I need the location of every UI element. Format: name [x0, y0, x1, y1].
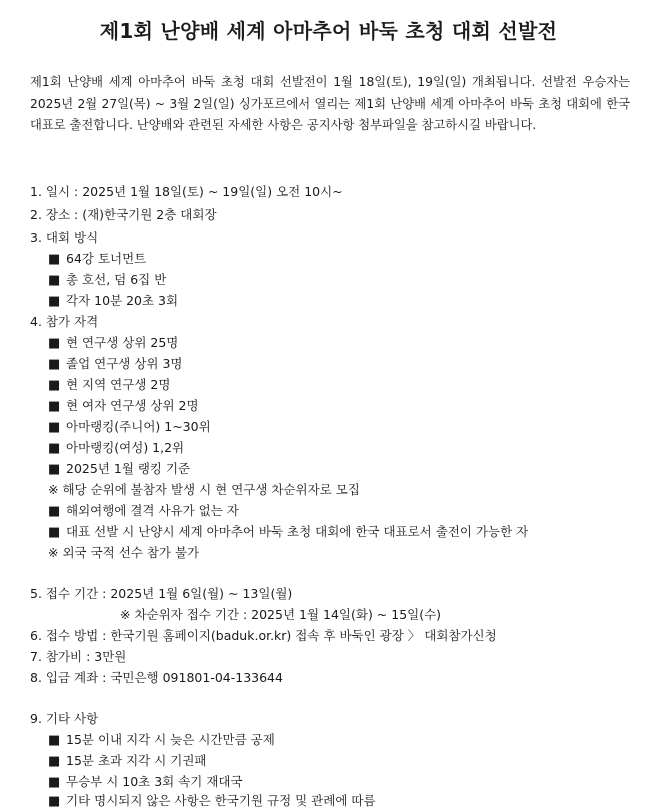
- list-item: ■ 현 연구생 상위 25명: [48, 335, 179, 351]
- bullet-icon: ■: [48, 399, 61, 414]
- list-item: ■ 15분 초과 지각 시 기권패: [48, 753, 207, 769]
- list-item: ■ 현 지역 연구생 2명: [48, 377, 171, 393]
- section-account: 8. 입금 계좌 : 국민은행 091801-04-133644: [30, 670, 283, 685]
- list-item: ■ 아마랭킹(주니어) 1~30위: [48, 419, 211, 435]
- bullet-icon: ■: [48, 273, 61, 288]
- section-registration-period: 5. 접수 기간 : 2025년 1월 6일(월) ~ 13일(월): [30, 586, 293, 601]
- list-item: ■ 아마랭킹(여성) 1,2위: [48, 440, 185, 456]
- list-item: ■ 현 여자 연구생 상위 2명: [48, 398, 199, 414]
- bullet-icon: ■: [48, 252, 61, 267]
- section-venue: 2. 장소 : (재)한국기원 2층 대회장: [30, 207, 217, 222]
- bullet-icon: ■: [48, 378, 61, 393]
- list-item: ■ 64강 토너먼트: [48, 251, 147, 267]
- list-item: ■ 졸업 연구생 상위 3명: [48, 356, 183, 372]
- list-item: ■ 무승부 시 10초 3회 속기 재대국: [48, 774, 243, 790]
- section-fee: 7. 참가비 : 3만원: [30, 649, 127, 664]
- list-item: ■ 15분 이내 지각 시 늦은 시간만큼 공제: [48, 732, 275, 748]
- intro-paragraph: 제1회 난양배 세계 아마추어 바둑 초청 대회 선발전이 1월 18일(토), 19일(일) 개최됩니다. 선발전 우승자는 2025년 2월 27일(목) ~ 3월 2일(일) 싱가포르에서 열리는 제1회 난양배 세계 아마추어 바둑 초청 대회에 한국 대표로 출전합니다. 난양배와 관련된 자세한 사항은 공지사항 첨부파일을 참고하시길 바랍니다.: [30, 75, 630, 132]
- bullet-icon: ■: [48, 420, 61, 435]
- note-text: ※ 해당 순위에 불참자 발생 시 현 연구생 차순위자로 모집: [48, 482, 360, 497]
- bullet-icon: ■: [48, 525, 61, 540]
- bullet-icon: ■: [48, 462, 61, 477]
- section-etc-heading: 9. 기타 사항: [30, 711, 99, 726]
- list-item: ■ 해외여행에 결격 사유가 없는 자: [48, 503, 239, 519]
- bullet-icon: ■: [48, 794, 61, 809]
- note-text: ※ 외국 국적 선수 참가 불가: [48, 545, 200, 560]
- list-item: ■ 2025년 1월 랭킹 기준: [48, 461, 191, 477]
- bullet-icon: ■: [48, 504, 61, 519]
- list-item: ■ 기타 명시되지 않은 사항은 한국기원 규정 및 관례에 따름: [48, 793, 376, 809]
- bullet-icon: ■: [48, 754, 61, 769]
- bullet-icon: ■: [48, 775, 61, 790]
- note-text: ※ 차순위자 접수 기간 : 2025년 1월 14일(화) ~ 15일(수): [120, 607, 442, 622]
- section-format-heading: 3. 대회 방식: [30, 230, 99, 245]
- section-eligibility-heading: 4. 참가 자격: [30, 314, 99, 329]
- list-item: ■ 총 호선, 덤 6집 반: [48, 272, 167, 288]
- bullet-icon: ■: [48, 733, 61, 748]
- bullet-icon: ■: [48, 357, 61, 372]
- section-date: 1. 일시 : 2025년 1월 18일(토) ~ 19일(일) 오전 10시~: [30, 184, 343, 199]
- list-item: ■ 대표 선발 시 난양시 세계 아마추어 바둑 초청 대회에 한국 대표로서 출전이 가능한 자: [48, 524, 529, 540]
- bullet-icon: ■: [48, 294, 61, 309]
- bullet-icon: ■: [48, 441, 61, 456]
- page-title: 제1회 난양배 세계 아마추어 바둑 초청 대회 선발전: [99, 19, 558, 43]
- section-registration-method: 6. 접수 방법 : 한국기원 홈페이지(baduk.or.kr) 접속 후 바둑인 광장 〉 대회참가신청: [30, 628, 497, 643]
- list-item: ■ 각자 10분 20초 3회: [48, 293, 179, 309]
- bullet-icon: ■: [48, 336, 61, 351]
